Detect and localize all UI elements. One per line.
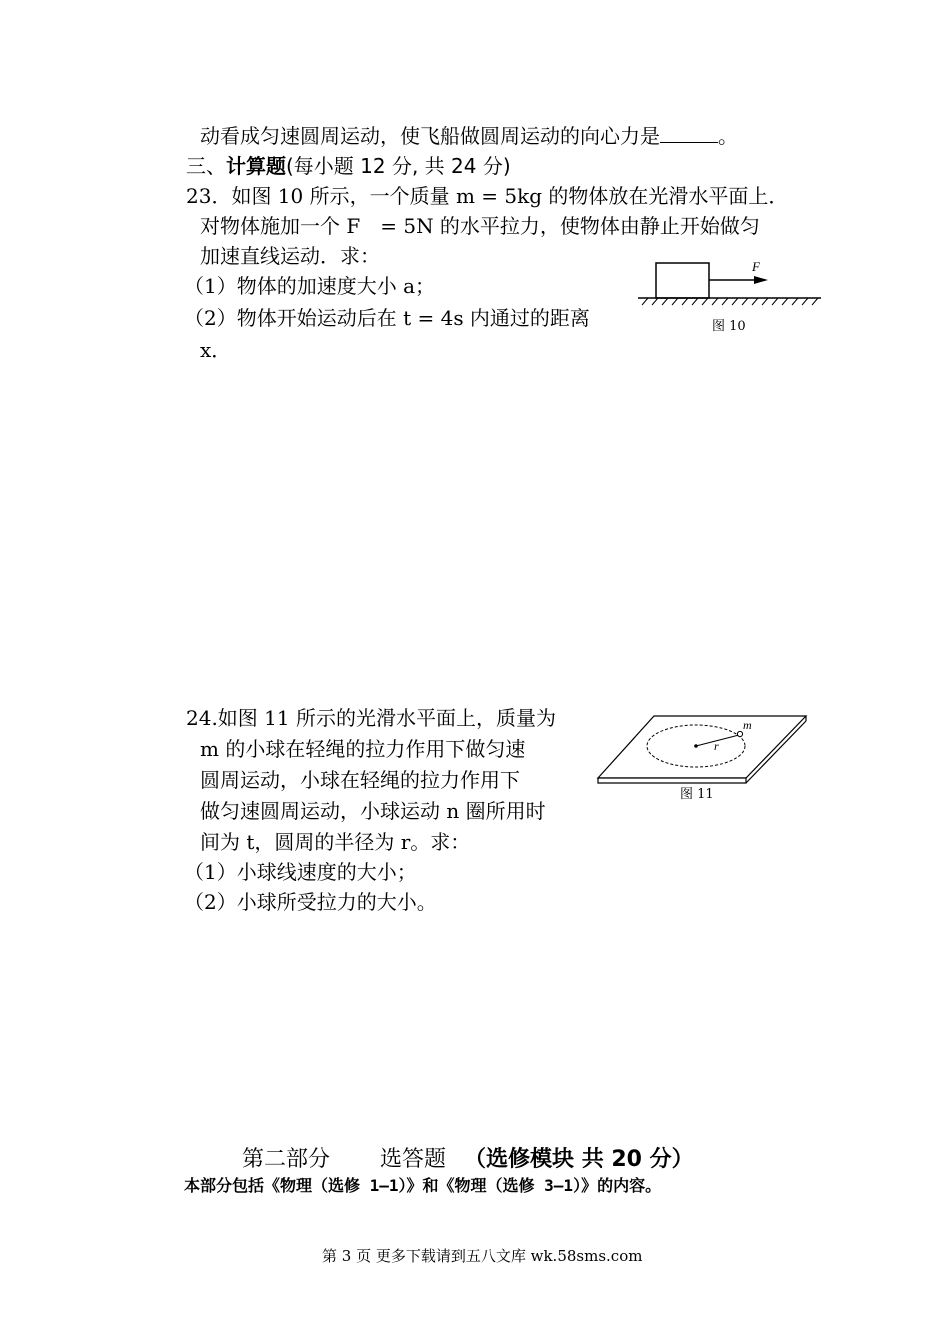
q23-sub1: （1）物体的加速度大小 a； bbox=[184, 274, 436, 298]
part2-title bbox=[242, 1145, 694, 1175]
q23-sub2-cont: x． bbox=[200, 338, 232, 362]
figure-11 bbox=[594, 712, 810, 787]
q24-sub2: （2）小球所受拉力的大小。 bbox=[184, 890, 437, 914]
force-label: F bbox=[752, 259, 760, 274]
q23-line-1: 23．如图 10 所示，一个质量 m = 5kg 的物体放在光滑水平面上． bbox=[186, 184, 789, 208]
section3-heading bbox=[186, 152, 511, 180]
figure-10 bbox=[636, 255, 826, 315]
figure-11-caption: 图 11 bbox=[680, 787, 714, 802]
page-footer: 第 3 页 更多下载请到五八文库 wk.58sms.com bbox=[322, 1247, 643, 1265]
mass-label: m bbox=[743, 718, 752, 732]
section3-name: 计算题 bbox=[226, 154, 286, 178]
q23-sub2: （2）物体开始运动后在 t = 4s 内通过的距离 bbox=[184, 306, 590, 330]
q24-line-4: 做匀速圆周运动，小球运动 n 圈所用时 bbox=[200, 799, 546, 823]
part2-title-c: （选修模块 共 20 分） bbox=[464, 1147, 694, 1172]
q22-tail-line bbox=[200, 122, 738, 150]
plane-side bbox=[598, 778, 746, 783]
q24-line-2: m 的小球在轻绳的拉力作用下做匀速 bbox=[200, 737, 526, 761]
q24-line-5: 间为 t，圆周的半径为 r。求： bbox=[200, 830, 471, 854]
q24-sub1: （1）小球线速度的大小； bbox=[184, 860, 417, 884]
force-arrow-head bbox=[754, 276, 768, 284]
ground-hatch bbox=[642, 298, 818, 305]
q23-line-3: 加速直线运动．求： bbox=[200, 244, 380, 268]
section3-suffix: (每小题 12 分, 共 24 分) bbox=[286, 154, 511, 178]
section3-prefix: 三、 bbox=[186, 154, 226, 178]
q23-line-2: 对物体施加一个 F = 5N 的水平拉力，使物体由静止开始做匀 bbox=[200, 214, 760, 238]
ball bbox=[737, 731, 742, 736]
figure-10-caption: 图 10 bbox=[712, 319, 746, 334]
answer-blank[interactable] bbox=[660, 122, 718, 143]
block bbox=[656, 263, 709, 298]
part2-title-a: 第二部分 bbox=[242, 1147, 331, 1172]
part2-title-b: 选答题 bbox=[380, 1147, 447, 1172]
q24-line-3: 圆周运动，小球在轻绳的拉力作用下 bbox=[200, 768, 520, 792]
radius-label: r bbox=[714, 739, 719, 753]
q22-tail-text: 动看成匀速圆周运动，使飞船做圆周运动的向心力是 bbox=[200, 124, 660, 148]
part2-note: 本部分包括《物理（选修 1—1）》和《物理（选修 3—1）》的内容。 bbox=[184, 1176, 662, 1195]
q22-tail-end: 。 bbox=[718, 124, 738, 148]
q24-line-1: 24.如图 11 所示的光滑水平面上，质量为 bbox=[186, 706, 556, 730]
